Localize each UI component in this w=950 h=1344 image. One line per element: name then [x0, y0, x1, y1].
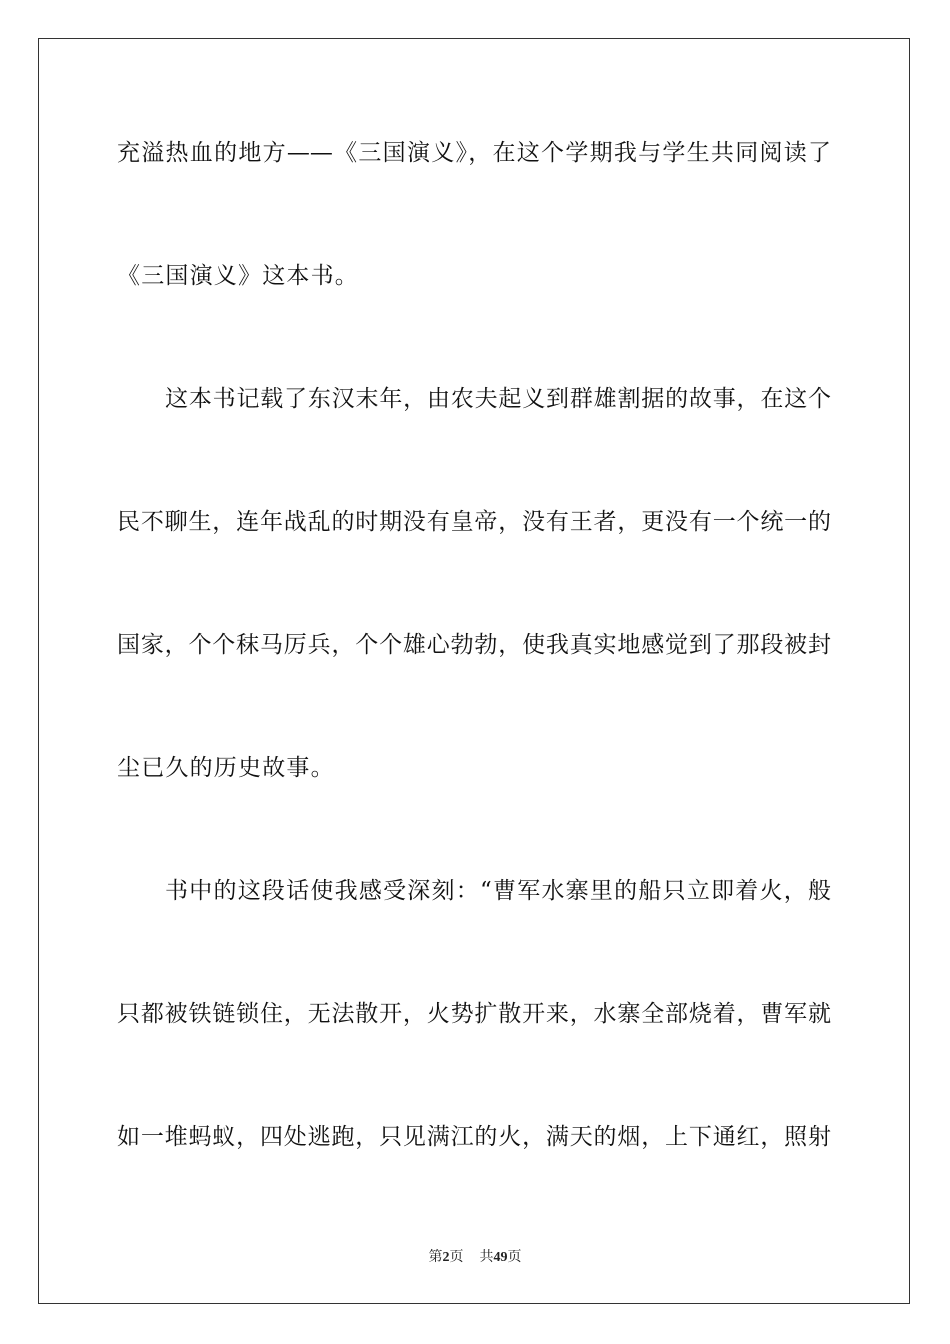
- page-number: 2: [442, 1250, 450, 1265]
- page-prefix: 第: [428, 1250, 443, 1265]
- text-line-3: 这本书记载了东汉末年，由农夫起义到群雄割据的故事，在这个: [165, 386, 831, 412]
- total-suffix: 页: [507, 1250, 522, 1265]
- text-line-4: 民不聊生，连年战乱的时期没有皇帝，没有王者，更没有一个统一的: [117, 509, 831, 535]
- text-line-6: 尘已久的历史故事。: [117, 755, 335, 781]
- text-line-2: 《三国演义》这本书。: [117, 263, 359, 289]
- text-line-8: 只都被铁链锁住，无法散开，火势扩散开来，水寨全部烧着，曹军就: [117, 1001, 831, 1027]
- total-pages: 49: [493, 1250, 508, 1265]
- page-border: [38, 38, 910, 1304]
- text-line-9: 如一堆蚂蚁，四处逃跑，只见满江的火，满天的烟，上下通红，照射: [117, 1124, 831, 1150]
- page-suffix: 页: [449, 1250, 464, 1265]
- text-line-5: 国家，个个秣马厉兵，个个雄心勃勃，使我真实地感觉到了那段被封: [117, 632, 831, 658]
- text-line-1: 充溢热血的地方——《三国演义》，在这个学期我与学生共同阅读了: [117, 140, 831, 166]
- page-footer: [0, 1249, 950, 1267]
- text-line-7: 书中的这段话使我感受深刻：“曹军水寨里的船只立即着火，般: [165, 878, 831, 904]
- total-prefix: 共: [479, 1250, 494, 1265]
